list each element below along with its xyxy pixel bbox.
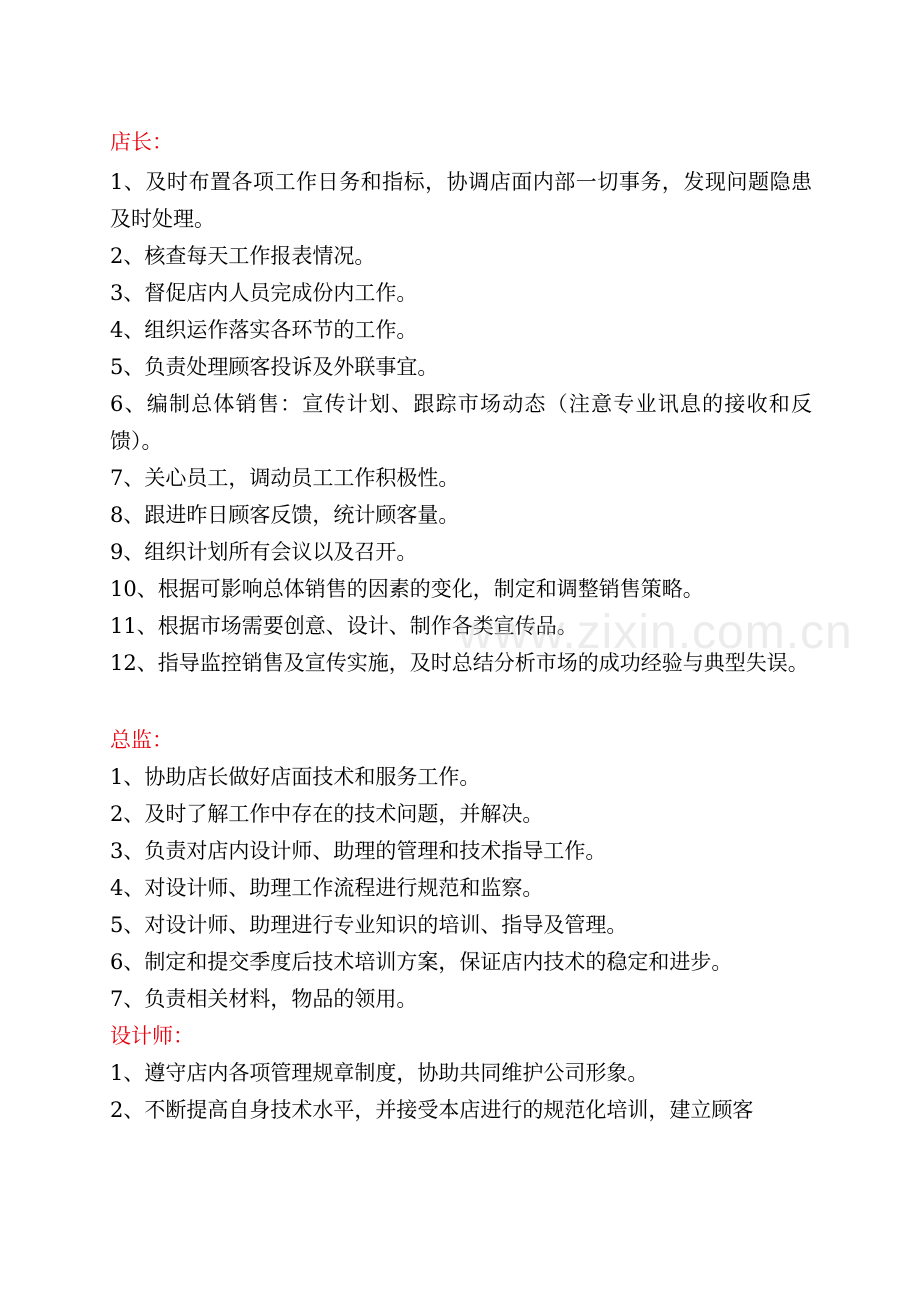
section-heading: 总监：: [110, 728, 173, 752]
list-item: 1、及时布置各项工作日务和指标，协调店面内部一切事务，发现问题隐患及时处理。: [110, 170, 812, 231]
section-director: [110, 722, 812, 1018]
list-item: 3、督促店内人员完成份内工作。: [110, 281, 418, 305]
list-item: 5、对设计师、助理进行专业知识的培训、指导及管理。: [110, 913, 628, 937]
list-item: 2、核查每天工作报表情况。: [110, 244, 376, 268]
list-item: 4、对设计师、助理工作流程进行规范和监察。: [110, 876, 544, 900]
list-item: 7、关心员工，调动员工工作积极性。: [110, 466, 460, 490]
list-item: 12、指导监控销售及宣传实施，及时总结分析市场的成功经验与典型失误。: [110, 651, 809, 675]
list-item: 6、制定和提交季度后技术培训方案，保证店内技术的稳定和进步。: [110, 950, 733, 974]
section-store-manager: [110, 124, 812, 682]
list-item: 3、负责对店内设计师、助理的管理和技术指导工作。: [110, 839, 607, 863]
list-item: 7、负责相关材料，物品的领用。: [110, 987, 418, 1011]
list-item: 2、不断提高自身技术水平，并接受本店进行的规范化培训，建立顾客: [110, 1098, 754, 1122]
list-item: 5、负责处理顾客投诉及外联事宜。: [110, 355, 439, 379]
list-item: 1、遵守店内各项管理规章制度，协助共同维护公司形象。: [110, 1061, 649, 1085]
section-heading: 店长：: [110, 130, 173, 154]
list-item: 6、编制总体销售：宣传计划、跟踪市场动态（注意专业讯息的接收和反馈）。: [110, 392, 812, 453]
document-page: [110, 124, 812, 1129]
section-designer: [110, 1018, 812, 1129]
list-item: 10、根据可影响总体销售的因素的变化，制定和调整销售策略。: [110, 577, 704, 601]
list-item: 2、及时了解工作中存在的技术问题，并解决。: [110, 802, 544, 826]
watermark: www.zixin.com.cn: [458, 606, 853, 659]
list-item: 11、根据市场需要创意、设计、制作各类宣传品。: [110, 614, 578, 638]
list-item: 1、协助店长做好店面技术和服务工作。: [110, 765, 481, 789]
list-item: 8、跟进昨日顾客反馈，统计顾客量。: [110, 503, 460, 527]
list-item: 4、组织运作落实各环节的工作。: [110, 318, 418, 342]
list-item: 9、组织计划所有会议以及召开。: [110, 540, 418, 564]
section-heading: 设计师：: [110, 1024, 194, 1048]
